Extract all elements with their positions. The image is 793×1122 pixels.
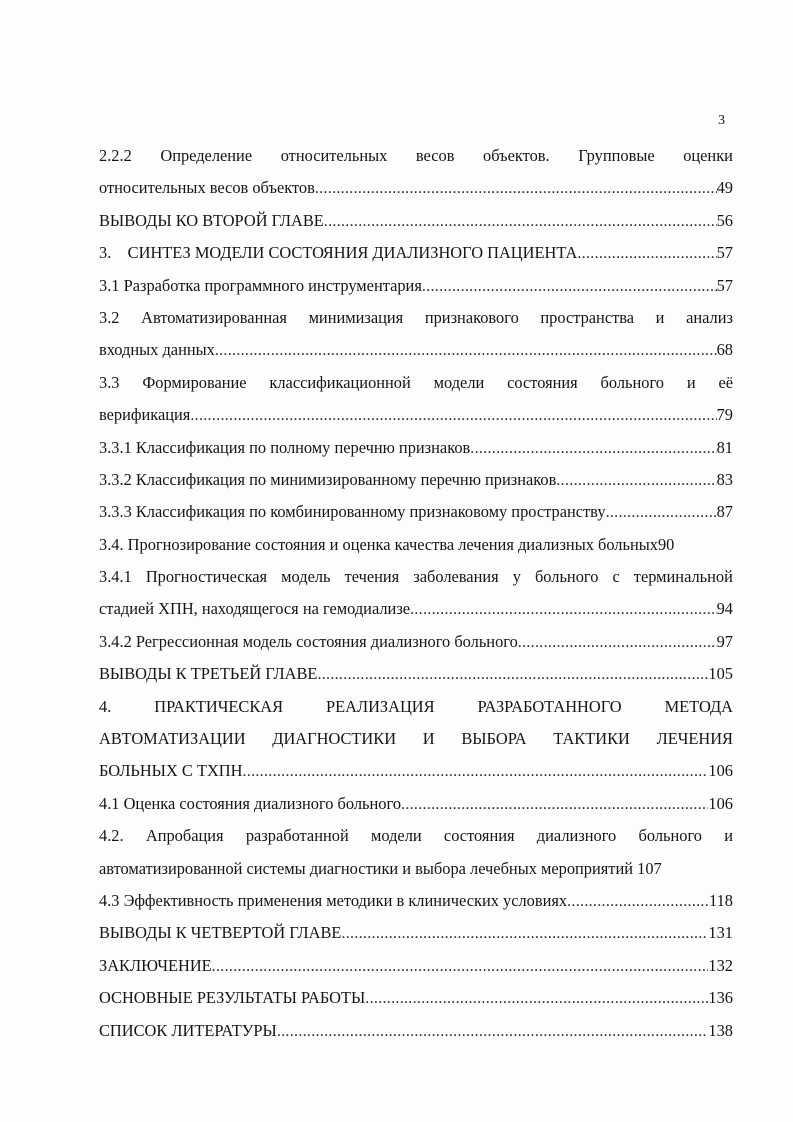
toc-page-number: 90 (657, 534, 675, 554)
toc-entry[interactable] (99, 270, 733, 302)
toc-entry-title: 4.1 Оценка состояния диализного больного (99, 793, 402, 813)
toc-page-number: 106 (708, 761, 733, 781)
toc-dot-leader (577, 238, 716, 270)
toc-dot-leader (410, 594, 717, 626)
toc-entry-title: относительных весов объектов (99, 178, 315, 198)
toc-page-number: 57 (716, 243, 733, 263)
toc-entry[interactable] (99, 432, 733, 464)
toc-entry[interactable] (99, 237, 733, 269)
toc-entry[interactable] (99, 367, 733, 432)
toc-entry-line: 2.2.2 Определение относительных весов объектов. Групповые оценки (99, 146, 733, 165)
toc-dot-leader (190, 400, 716, 432)
toc-entry-title: БОЛЬНЫХ С ТХПН (99, 761, 243, 781)
toc-page-number: 105 (708, 664, 733, 684)
toc-page-number: 49 (716, 178, 733, 198)
toc-dot-leader (215, 335, 717, 367)
toc-page-number: 68 (716, 340, 733, 360)
toc-dot-leader (317, 659, 708, 691)
toc-page-number: 81 (716, 437, 733, 457)
toc-entry-title: ЗАКЛЮЧЕНИЕ (99, 955, 212, 975)
toc-entry-line: 3.2 Автоматизированная минимизация признакового пространства и анализ (99, 307, 733, 327)
toc-entry-title: стадией ХПН, находящегося на гемодиализе (99, 599, 411, 619)
toc-page-number: 56 (716, 210, 733, 230)
toc-dot-leader (470, 433, 716, 465)
toc-page-number: 132 (708, 955, 733, 975)
toc-entry-title: 3.4.2 Регрессионная модель состояния диализного больного (99, 631, 518, 651)
toc-entry[interactable] (99, 1015, 733, 1047)
toc-page-number: 97 (716, 631, 733, 651)
toc-page-number: 83 (716, 469, 733, 489)
toc-entry-title: верификация (99, 405, 191, 425)
toc-entry[interactable] (99, 140, 733, 205)
toc-dot-leader (422, 271, 717, 303)
toc-entry-title: 3. СИНТЕЗ МОДЕЛИ СОСТОЯНИЯ ДИАЛИЗНОГО ПАЦИЕНТА (99, 243, 578, 263)
toc-entry-title: 3.3.3 Классификация по комбинированному признаковому пространству (99, 502, 606, 522)
toc-dot-leader (277, 1016, 709, 1048)
toc-entry[interactable] (99, 626, 733, 658)
toc-entry[interactable] (99, 302, 733, 367)
toc-dot-leader (341, 918, 708, 950)
toc-entry[interactable] (99, 691, 733, 788)
toc-dot-leader (242, 756, 708, 788)
toc-page-number: 107 (637, 858, 662, 878)
toc-entry-title: 3.3.2 Классификация по минимизированному перечню признаков (99, 469, 557, 489)
toc-entry-title: ОСНОВНЫЕ РЕЗУЛЬТАТЫ РАБОТЫ (99, 988, 366, 1008)
toc-entry-line: 3.4.1 Прогностическая модель течения заболевания у больного с терминальной (99, 567, 733, 587)
toc-dot-leader (556, 465, 716, 497)
toc-page-number: 136 (708, 988, 733, 1008)
toc-entry-title: 4.3 Эффективность применения методики в клинических условиях (99, 890, 568, 910)
table-of-contents (99, 140, 733, 1047)
toc-entry[interactable] (99, 658, 733, 690)
toc-entry-title: 3.4. Прогнозирование состояния и оценка качества лечения диализных больных (99, 534, 658, 554)
toc-dot-leader (324, 206, 717, 238)
toc-entry[interactable] (99, 885, 733, 917)
toc-entry[interactable] (99, 820, 733, 885)
toc-entry[interactable] (99, 982, 733, 1014)
toc-entry[interactable] (99, 788, 733, 820)
toc-entry[interactable] (99, 561, 733, 626)
toc-page-number: 131 (708, 923, 733, 943)
toc-page-number: 138 (708, 1020, 733, 1040)
toc-entry[interactable] (99, 950, 733, 982)
toc-page-number: 57 (716, 275, 733, 295)
toc-entry[interactable] (99, 529, 733, 561)
page-number: 3 (718, 113, 725, 128)
toc-entry[interactable] (99, 496, 733, 528)
toc-page-number: 94 (716, 599, 733, 619)
toc-entry-title: ВЫВОДЫ КО ВТОРОЙ ГЛАВЕ (99, 210, 324, 230)
toc-entry[interactable] (99, 464, 733, 496)
toc-page-number: 118 (709, 890, 733, 910)
toc-entry-line: АВТОМАТИЗАЦИИ ДИАГНОСТИКИ И ВЫБОРА ТАКТИКИ ЛЕЧЕНИЯ (99, 729, 733, 749)
toc-dot-leader (518, 627, 717, 659)
toc-dot-leader (401, 789, 708, 821)
toc-page-number: 87 (716, 502, 733, 522)
toc-entry-title: автоматизированной системы диагностики и выбора лечебных мероприятий (99, 858, 634, 878)
toc-entry-line: 4.2. Апробация разработанной модели состояния диализного больного и (99, 826, 733, 846)
toc-dot-leader (315, 173, 717, 205)
toc-dot-leader (365, 983, 708, 1015)
toc-dot-leader (606, 497, 717, 529)
toc-entry-title: ВЫВОДЫ К ТРЕТЬЕЙ ГЛАВЕ (99, 664, 318, 684)
toc-page-number: 106 (708, 793, 733, 813)
toc-entry-title: 3.3.1 Классификация по полному перечню признаков (99, 437, 471, 457)
toc-entry[interactable] (99, 917, 733, 949)
toc-entry-line: 4. ПРАКТИЧЕСКАЯ РЕАЛИЗАЦИЯ РАЗРАБОТАННОГО МЕТОДА (99, 696, 733, 716)
toc-entry-title: ВЫВОДЫ К ЧЕТВЕРТОЙ ГЛАВЕ (99, 923, 342, 943)
toc-entry-title: входных данных (99, 340, 215, 360)
toc-entry[interactable] (99, 205, 733, 237)
toc-page-number: 79 (716, 405, 733, 425)
toc-dot-leader (212, 951, 709, 983)
toc-entry-title: СПИСОК ЛИТЕРАТУРЫ (99, 1020, 277, 1040)
toc-entry-line: 3.3 Формирование классификационной модели состояния больного и её (99, 372, 733, 392)
toc-entry-title: 3.1 Разработка программного инструментария (99, 275, 422, 295)
toc-dot-leader (567, 886, 709, 918)
